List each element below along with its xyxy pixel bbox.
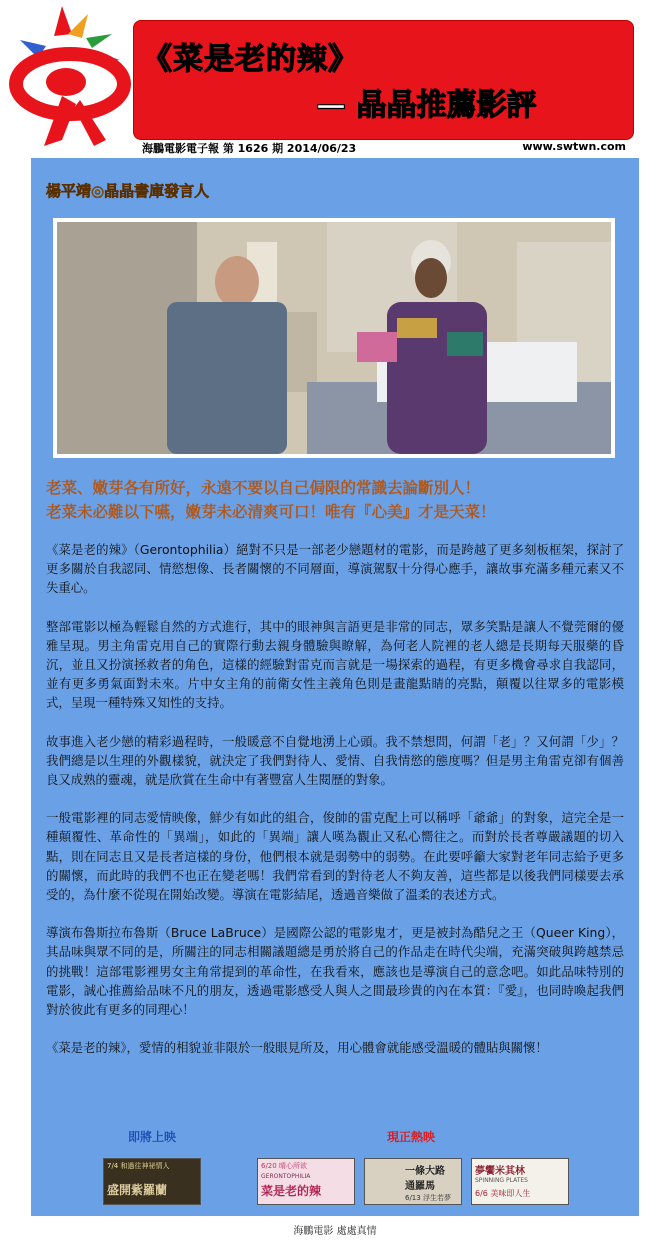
poster-tagline: 7/4 和過往神祕情人 bbox=[107, 1162, 170, 1170]
poster-tagline: 6/20 晴心所欲 bbox=[261, 1162, 307, 1170]
poster-upcoming-1[interactable] bbox=[103, 1158, 201, 1205]
quote-line-2: 老菜未必難以下嚥，嫩芽未必清爽可口！唯有『心美』才是天菜！ bbox=[46, 502, 496, 521]
poster-title-top: 一條大路 bbox=[405, 1166, 445, 1177]
footer-brand: 海鵬電影 處處真情 bbox=[293, 1226, 377, 1237]
article-panel bbox=[31, 158, 639, 1216]
poster-now-2[interactable] bbox=[364, 1158, 462, 1205]
site-link[interactable]: www.swtwn.com bbox=[522, 140, 626, 153]
poster-tagline: 6/13 浮生若夢 bbox=[405, 1194, 451, 1202]
upcoming-label: 即將上映 bbox=[128, 1130, 177, 1144]
article-paragraph: 導演布魯斯拉布魯斯（Bruce LaBruce）是國際公認的電影鬼才，更是被封為酷兒之王（Queer King），其品味與眾不同的是，所關注的同志相關議題總是勇於將自己的作品走在時代尖端，充滿突破與跨越禁忌的挑戰！這部電影裡男女主角常提到的革命性，在我看來，應該也是導演自己的意念吧。如此品味特別的電影，誠心推薦給品味不凡的朋友，透過電影感受人與人之間最珍貴的內在本質：『愛』，也同時喚起我們對於彼此有更多的同理心！ bbox=[46, 925, 624, 1018]
article-body bbox=[46, 540, 624, 1076]
poster-tagline: 6/6 美味即人生 bbox=[475, 1189, 531, 1198]
quote-line-1: 老菜、嫩芽各有所好，永遠不要以自己侷限的常識去論斷別人！ bbox=[46, 478, 481, 497]
poster-title: 通羅馬 bbox=[405, 1181, 435, 1192]
poster-subtitle: SPINNING PLATES bbox=[475, 1177, 528, 1184]
movie-still-frame bbox=[53, 218, 615, 458]
page-title: 《菜是老的辣》 bbox=[142, 42, 359, 77]
poster-now-3[interactable] bbox=[471, 1158, 569, 1205]
page-subtitle: — 晶晶推薦影評 bbox=[316, 88, 537, 123]
swtwn-logo bbox=[2, 0, 152, 150]
article-paragraph: 《菜是老的辣》（Gerontophilia）絕對不只是一部老少戀題材的電影，而是跨越了更多刻板框架，探討了更多關於自我認同、情慾想像、長者關懷的不同層面，導演駕馭十分得心應手，讓故事充滿多種元素又不失重心。 bbox=[46, 542, 624, 596]
poster-subtitle: GERONTOPHILIA bbox=[261, 1173, 311, 1180]
poster-title: 夢饗米其林 bbox=[475, 1166, 525, 1177]
article-paragraph: 整部電影以極為輕鬆自然的方式進行，其中的眼神與言語更是非常的同志，眾多笑點是讓人不覺莞爾的優雅呈現。男主角雷克用自己的實際行動去親身體驗與瞭解，為何老人院裡的老人總是長期每天服藥的昏沉，並且又扮演拯救者的角色，這樣的經驗對雷克而言就是一場探索的過程，有更多機會尋求自我認同，並有更多勇氣面對未來。片中女主角的前衛女性主義角色則是畫龍點睛的亮點，顛覆以往眾多的電影模式，呈現一種特殊又知性的支持。 bbox=[46, 618, 624, 711]
movie-still-image bbox=[57, 222, 611, 454]
article-paragraph: 一般電影裡的同志愛情映像，鮮少有如此的組合，俊帥的雷克配上可以稱呼「爺爺」的對象，這完全是一種顛覆性、革命性的「異端」，如此的「異端」讓人嘆為觀止又私心嚮往之。而對於長者尊嚴議題的切入點，則在同志且又是長者這樣的身份，他們根本就是弱勢中的弱勢。在此要呼籲大家對老年同志給予更多的關懷，而此時的我們不也正在變老嗎！我們常看到的對待老人不夠友善，這些都是以後我們同樣要去承受的，為什麼不從現在開始改變。導演在電影結尾，透過音樂做了溫柔的表述方式。 bbox=[46, 810, 624, 903]
article-paragraph: 故事進入老少戀的精彩過程時，一般暖意不自覺地湧上心頭。我不禁想問，何謂「老」？又何謂「少」？我們總是以生理的外觀樣貌，就決定了我們對待人、愛情、自我情慾的態度嗎？但是男主角雷克卻有個善良又成熟的靈魂，就是欣賞在生命中有著豐富人生閱歷的對象。 bbox=[46, 733, 624, 788]
poster-now-1[interactable] bbox=[257, 1158, 355, 1205]
article-paragraph: 《菜是老的辣》，愛情的相貌並非限於一般眼見所及，用心體會就能感受溫暖的體貼與關懷！ bbox=[46, 1040, 548, 1056]
poster-title: 菜是老的辣 bbox=[261, 1184, 322, 1198]
author-byline: 楊平靖◎晶晶書庫發言人 bbox=[46, 182, 210, 200]
now-showing-label: 現正熱映 bbox=[387, 1130, 436, 1144]
poster-title: 盛開紫羅蘭 bbox=[107, 1183, 168, 1197]
issue-info: 海鵬電影電子報 第 1626 期 2014/06/23 bbox=[142, 142, 357, 155]
